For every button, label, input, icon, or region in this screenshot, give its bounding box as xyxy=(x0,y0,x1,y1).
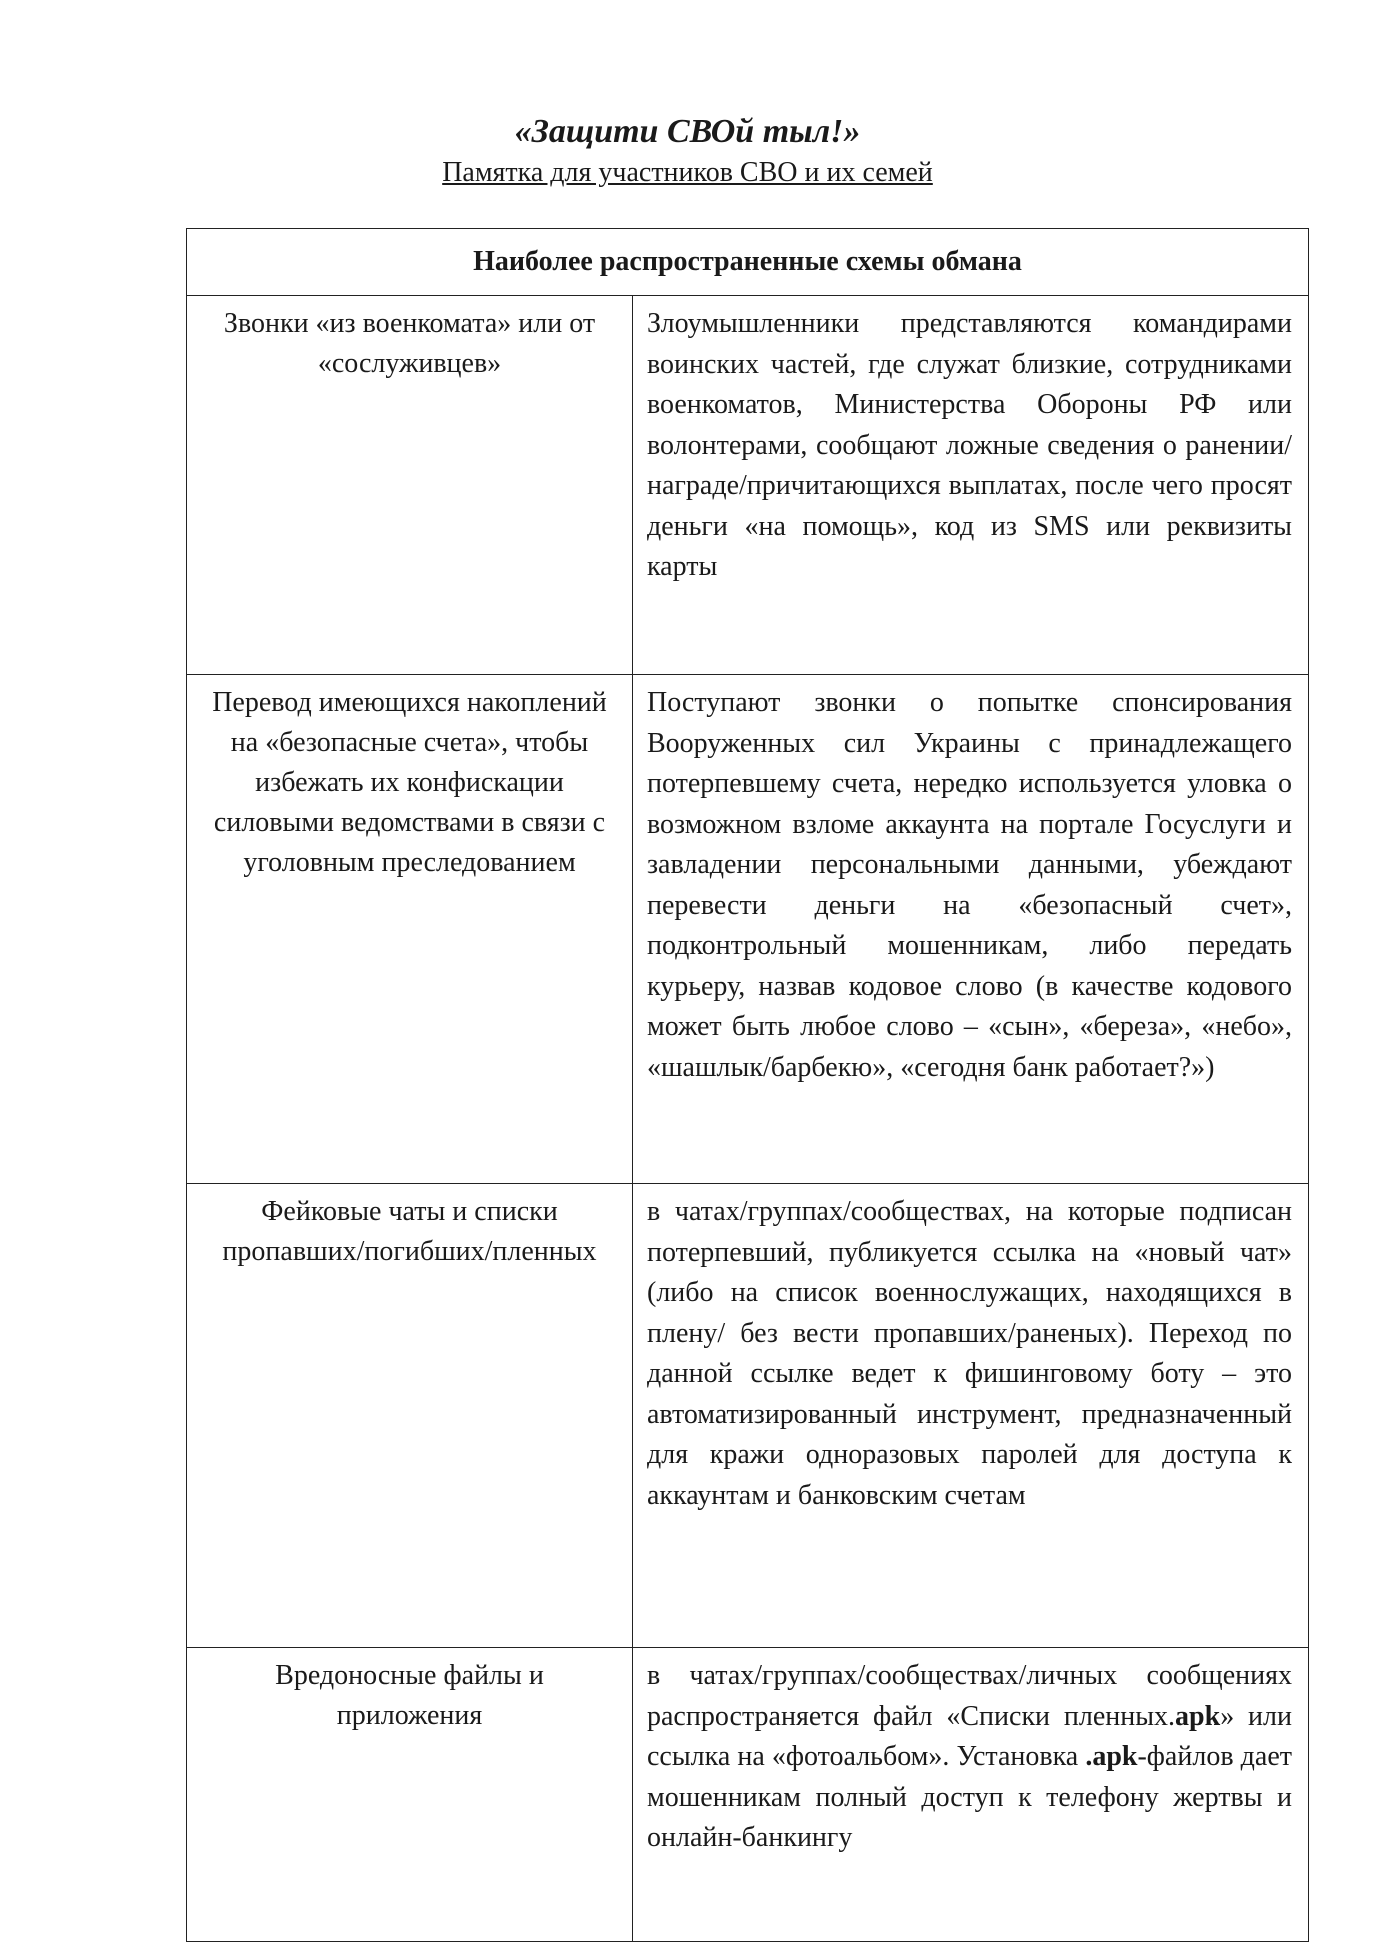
table-heading: Наиболее распространенные схемы обмана xyxy=(187,229,1309,296)
fraud-schemes-table xyxy=(186,228,1309,1942)
scheme-description-cell: Злоумышленники представляются командирами воинских частей, где служат близкие, сотрудниками военкоматов, Министерства Обороны РФ или волонтерами, сообщают ложные сведения о ранении/награде/причитающихся выплатах, после чего просят деньги «на помощь», код из SMS или реквизиты карты xyxy=(633,296,1309,675)
scheme-description-cell xyxy=(633,1648,1309,1942)
table-row xyxy=(187,675,1309,1184)
document-header xyxy=(0,110,1375,192)
table-row xyxy=(187,1184,1309,1648)
scheme-name-cell: Фейковые чаты и списки пропавших/погибших/пленных xyxy=(187,1184,633,1648)
description-text: » или ссылка на «фотоальбом». Установка xyxy=(647,1700,1292,1772)
scheme-name-cell: Вредоносные файлы и приложения xyxy=(187,1648,633,1942)
table-row xyxy=(187,1648,1309,1942)
scheme-description-cell: Поступают звонки о попытке спонсирования Вооруженных сил Украины с принадлежащего потерпевшему счета, нередко используется уловка о возможном взломе аккаунта на портале Госуслуги и завладении персональными данными, убеждают перевести деньги на «безопасный счет», подконтрольный мошенникам, либо передать курьеру, назвав кодовое слово (в качестве кодового может быть любое слово – «сын», «береза», «небо», «шашлык/барбекю», «сегодня банк работает?») xyxy=(633,675,1309,1184)
apk-extension-text: .apk xyxy=(1085,1741,1138,1772)
description-text: -файлов дает мошенникам полный доступ к телефону жертвы и онлайн-банкингу xyxy=(647,1741,1292,1853)
description-text: в чатах/группах/сообществах/личных сообщениях распространяется файл «Списки пленных. xyxy=(647,1660,1292,1732)
scheme-name-cell: Звонки «из военкомата» или от «сослуживцев» xyxy=(187,296,633,675)
table-row xyxy=(187,296,1309,675)
apk-extension-text: apk xyxy=(1175,1700,1221,1732)
document-title: «Защити СВОй тыл!» xyxy=(514,113,861,150)
scheme-name-cell: Перевод имеющихся накоплений на «безопасные счета», чтобы избежать их конфискации силовыми ведомствами в связи с уголовным преследованием xyxy=(187,675,633,1184)
table-heading-row xyxy=(187,229,1309,296)
document-subtitle: Памятка для участников СВО и их семей xyxy=(442,157,933,188)
scheme-description-cell: в чатах/группах/сообществах, на которые подписан потерпевший, публикуется ссылка на «новый чат» (либо на список военнослужащих, находящихся в плену/ без вести пропавших/раненых). Переход по данной ссылке ведет к фишинговому боту – это автоматизированный инструмент, предназначенный для кражи одноразовых паролей для доступа к аккаунтам и банковским счетам xyxy=(633,1184,1309,1648)
